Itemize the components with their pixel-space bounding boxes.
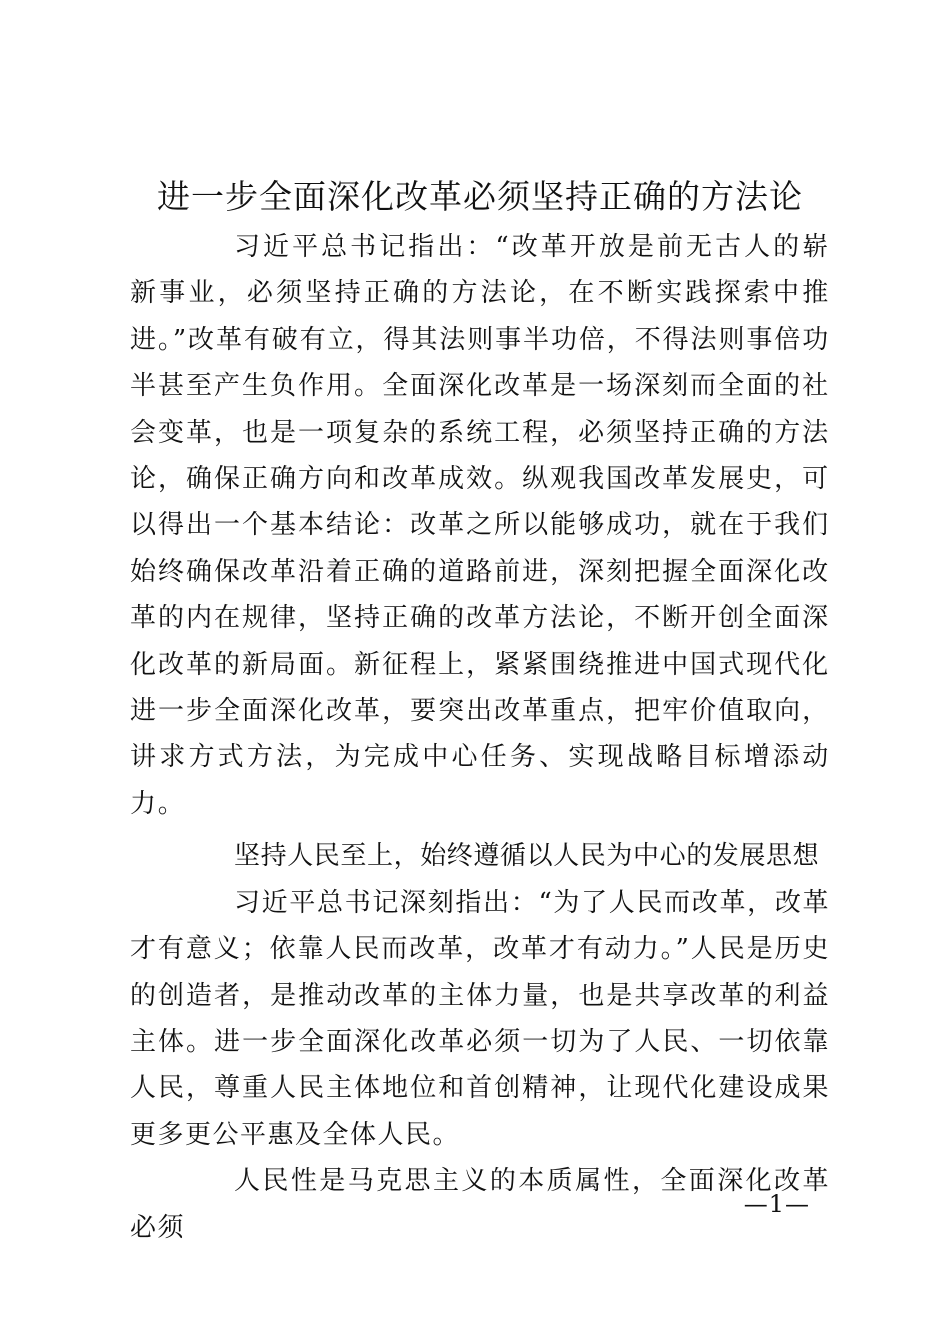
paragraph-intro: 习近平总书记指出：“改革开放是前无古人的崭新事业，必须坚持正确的方法论，在不断实践探索中推进。”改革有破有立，得其法则事半功倍，不得法则事倍功半甚至产生负作用。全面深化改革是一场深刻而全面的社会变革，也是一项复杂的系统工程，必须坚持正确的方法论，确保正确方向和改革成效。纵观我国改革发展史，可以得出一个基本结论：改革之所以能够成功，就在于我们始终确保改革沿着正确的道路前进，深刻把握全面深化改革的内在规律，坚持正确的改革方法论，不断开创全面深化改革的新局面。新征程上，紧紧围绕推进中国式现代化进一步全面深化改革，要突出改革重点，把牢价值取向，讲求方式方法，为完成中心任务、实现战略目标增添动力。 [130, 232, 830, 819]
document-body [130, 224, 830, 1251]
page-number: —1— [743, 1190, 810, 1218]
page-title: 进一步全面深化改革必须坚持正确的方法论 [157, 177, 803, 216]
paragraph-continued: 人民性是马克思主义的本质属性，全面深化改革必须 [130, 1166, 830, 1243]
section-heading: 坚持人民至上，始终遵循以人民为中心的发展思想 [234, 841, 820, 872]
paragraph-quote: 习近平总书记深刻指出：“为了人民而改革，改革才有意义；依靠人民而改革，改革才有动力。”人民是历史的创造者，是推动改革的主体力量，也是共享改革的利益主体。进一步全面深化改革必须一切为了人民、一切依靠人民，尊重人民主体地位和首创精神，让现代化建设成果更多更公平惠及全体人民。 [130, 887, 830, 1150]
